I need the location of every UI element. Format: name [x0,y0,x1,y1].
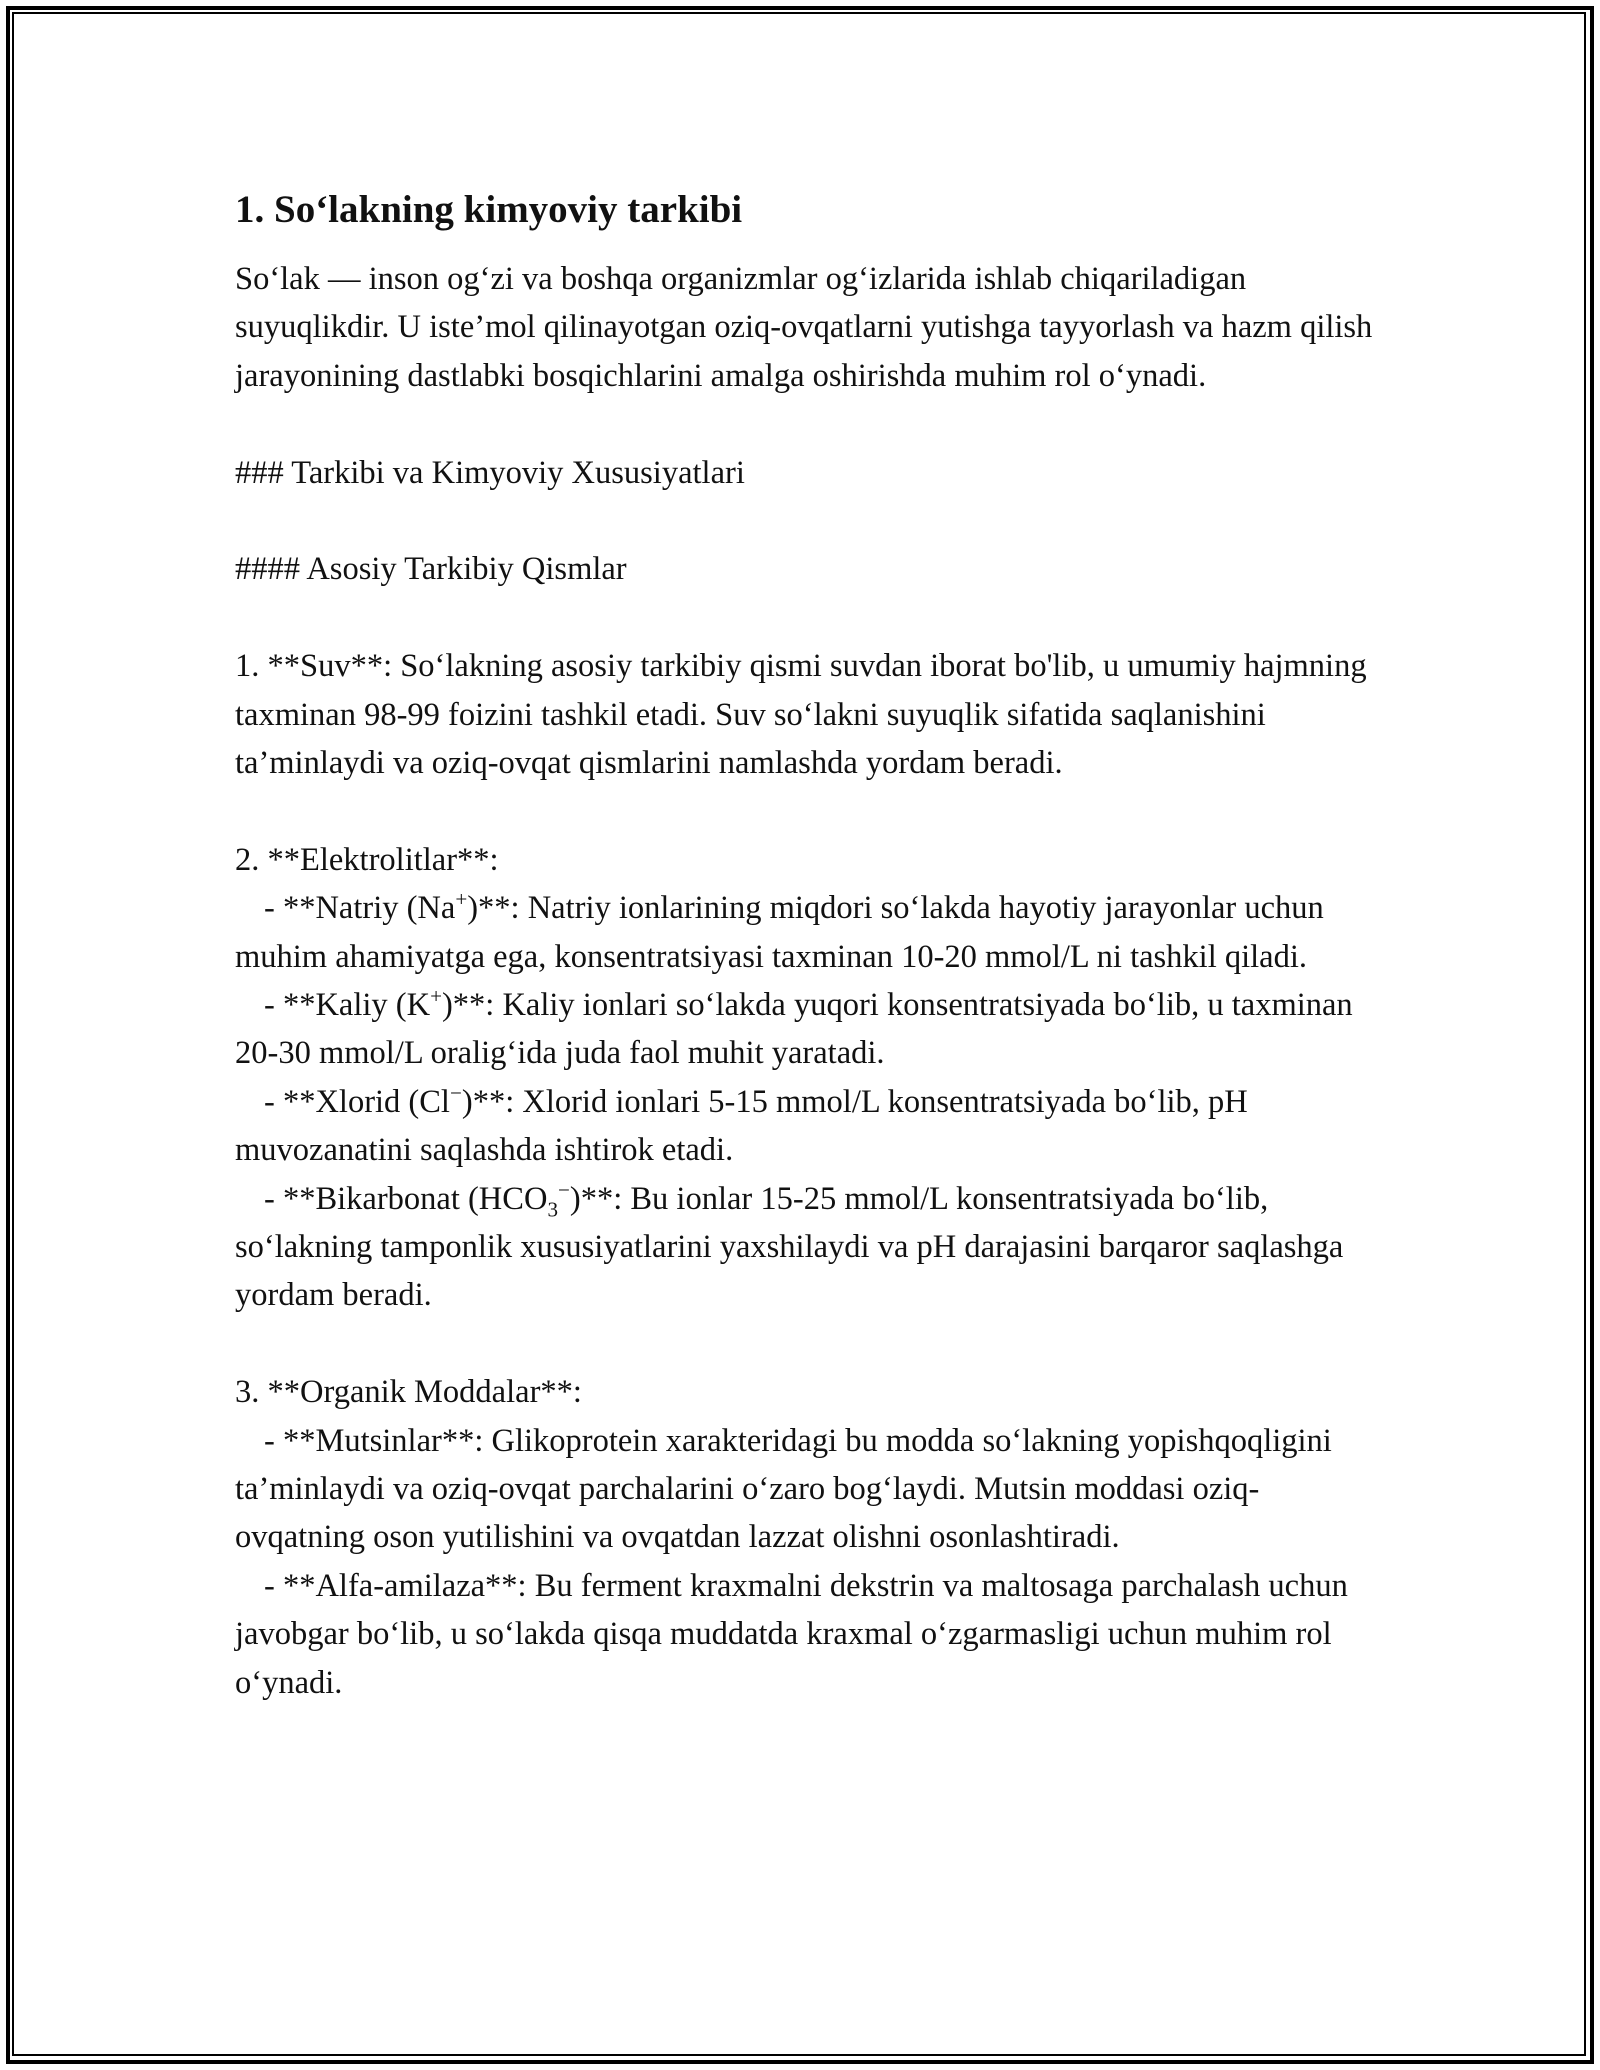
bicarbonate-text-start: - **Bikarbonat (HCO [264,1180,548,1217]
bicarbonate-subscript: 3 [547,1197,558,1222]
sub-item-sodium [235,884,1375,981]
bicarbonate-text-end: )**: Bu ionlar 15-25 mmol/L konsentratsiyada bo‘lib, so‘lakning tamponlik xususiyatlarini yaxshilaydi va pH darajasini barqaror saqlashga yordam beradi. [235,1180,1352,1314]
list-item-organic: 3. **Organik Moddalar**: [235,1374,582,1411]
sodium-text-start: - **Natriy (Na [264,890,456,927]
sub-item-potassium [235,981,1375,1078]
bicarbonate-charge: − [558,1177,570,1202]
sub-item-bicarbonate [235,1175,1375,1320]
potassium-charge: + [430,984,442,1009]
spacer [235,594,1375,642]
sub-item-chloride [235,1078,1375,1175]
potassium-text-start: - **Kaliy (K [264,987,431,1024]
subsection-heading: #### Asosiy Tarkibiy Qismlar [235,551,627,588]
intro-paragraph: So‘lak — inson og‘zi va boshqa organizmlar og‘izlarida ishlab chiqariladigan suyuqlikdir. U iste’mol qilinayotgan oziq-ovqatlarni yutishga tayyorlash va hazm qilish jarayonining dastlabki bosqichlarini amalga oshirishda muhim rol o‘ynadi. [235,261,1381,394]
chloride-text-end: )**: Xlorid ionlari 5-15 mmol/L konsentratsiyada bo‘lib, pH muvozanatini saqlashda ishtirok etadi. [235,1083,1256,1169]
spacer [235,787,1375,835]
sub-item-mucins [235,1417,1375,1562]
chloride-text-start: - **Xlorid (Cl [264,1083,450,1120]
list-item-electrolytes: 2. **Elektrolitlar**: [235,841,499,878]
chloride-charge: − [449,1081,462,1106]
document-body [235,186,1381,1707]
amylase-text: - **Alfa-amilaza**: Bu ferment kraxmalni dekstrin va maltosaga parchalash uchun javobgar bo‘lib, u so‘lakda qisqa muddatda kraxmal o‘zgarmasligi uchun muhim rol o‘ynadi. [235,1567,1356,1701]
spacer [235,497,1375,545]
spacer [235,1320,1375,1368]
sodium-text-end: )**: Natriy ionlarining miqdori so‘lakda hayotiy jarayonlar uchun muhim ahamiyatga ega, konsentratsiyasi taxminan 10-20 mmol/L ni tashkil qiladi. [235,890,1332,975]
list-item-water: 1. **Suv**: So‘lakning asosiy tarkibiy qismi suvdan iborat bo'lib, u umumiy hajmning taxminan 98-99 foizini tashkil etadi. Suv so‘lakni suyuqlik sifatida saqlanishini ta’minlaydi va oziq-ovqat qismlarini namlashda yordam beradi. [235,648,1375,782]
sodium-charge: + [455,887,468,912]
page-title: 1. So‘lakning kimyoviy tarkibi [235,188,743,231]
sub-item-amylase [235,1562,1375,1707]
spacer [235,400,1375,448]
section-heading: ### Tarkibi va Kimyoviy Xususiyatlari [235,454,745,491]
potassium-text-end: )**: Kaliy ionlari so‘lakda yuqori konsentratsiyada bo‘lib, u taxminan 20-30 mmol/L oralig‘ida juda faol muhit yaratadi. [235,987,1361,1072]
mucins-text: - **Mutsinlar**: Glikoprotein xarakteridagi bu modda so‘lakning yopishqoqligini ta’minlaydi va oziq-ovqat parchalarini o‘zaro bog‘laydi. Mutsin moddasi oziq-ovqatning oson yutilishini va ovqatdan lazzat olishni osonlashtiradi. [235,1422,1340,1556]
